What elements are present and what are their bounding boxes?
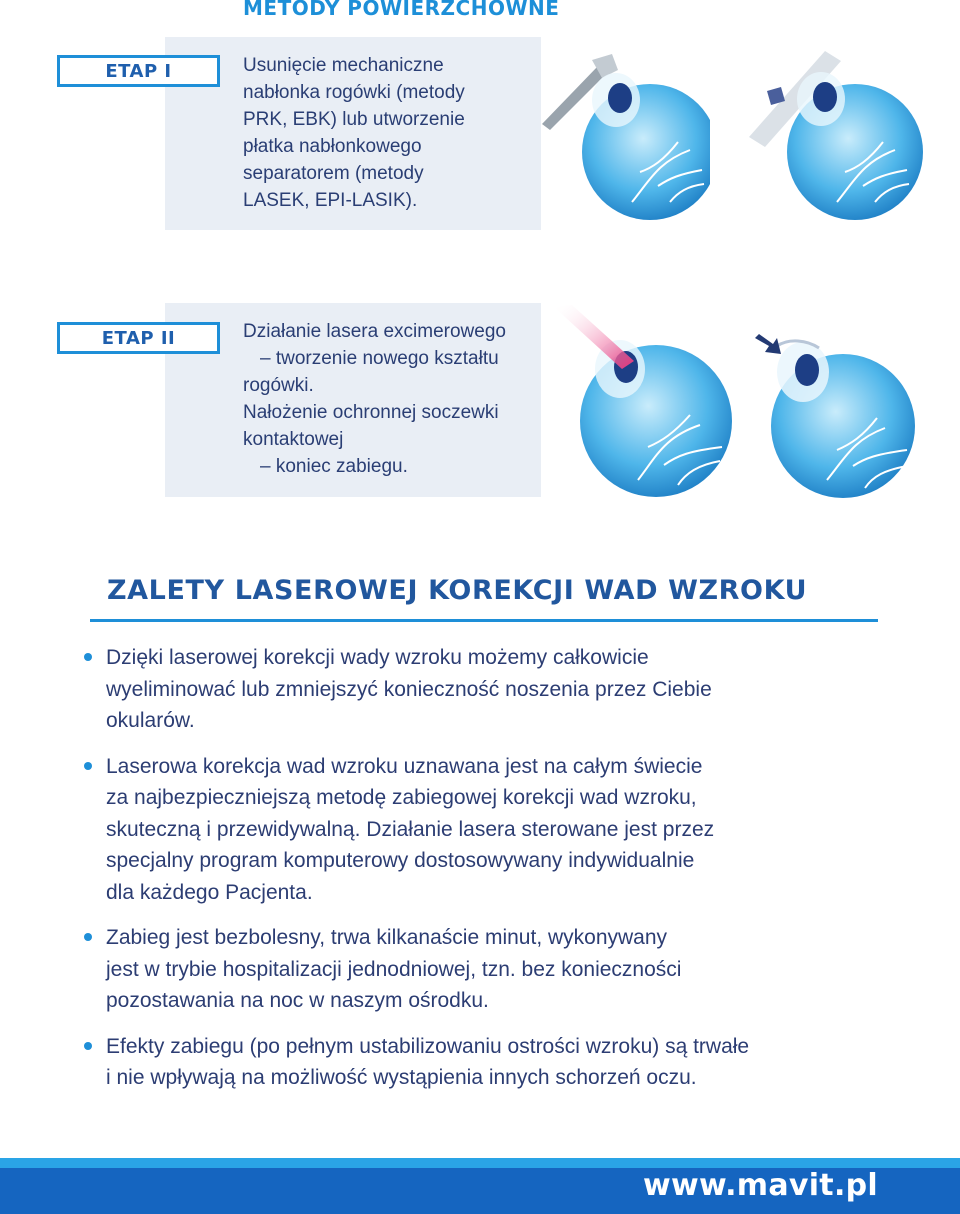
list-item-line: Dzięki laserowej korekcji wady wzroku możemy całkowicie: [106, 646, 649, 669]
stage-1-line: PRK, EBK) lub utworzenie: [243, 109, 465, 130]
advantages-title: ZALETY LASEROWEJ KOREKCJI WAD WZROKU: [107, 575, 808, 606]
list-item: [80, 922, 900, 1017]
stage-2-line: Działanie lasera excimerowego: [243, 321, 506, 342]
stage-1-line: separatorem (metody: [243, 163, 424, 184]
stage-2-description: [243, 318, 506, 480]
list-item-line: jest w trybie hospitalizacji jednodniowej, tzn. bez konieczności: [106, 957, 682, 981]
list-item-line: i nie wpływają na możliwość wystąpienia innych schorzeń oczu.: [106, 1066, 697, 1089]
list-item-line: specjalny program komputerowy dostosowywany indywidualnie: [106, 849, 695, 872]
stage-2-line: – koniec zabiegu.: [260, 456, 408, 477]
eye-laser-illustration: [552, 305, 732, 505]
bullet-icon: [84, 762, 92, 770]
advantages-list: [80, 642, 900, 1108]
stage-1-description: [243, 52, 465, 214]
stage-1-line: Usunięcie mechaniczne: [243, 55, 444, 76]
list-item-line: Zabieg jest bezbolesny, trwa kilkanaście minut, wykonywany: [106, 926, 668, 949]
stage-2-line: rogówki.: [243, 375, 314, 396]
list-item: [80, 751, 900, 909]
website-link[interactable]: www.mavit.pl: [642, 1168, 878, 1203]
list-item-line: Efekty zabiegu (po pełnym ustabilizowaniu ostrości wzroku) są trwałe: [106, 1034, 750, 1058]
stage-1-line: nabłonka rogówki (metody: [243, 82, 465, 103]
title-divider: [90, 619, 878, 622]
stage-1-label: ETAP I: [57, 55, 220, 87]
eye-scraper-illustration: [540, 52, 710, 224]
list-item-line: wyeliminować lub zmniejszyć konieczność noszenia przez Ciebie: [106, 677, 712, 701]
list-item-line: pozostawania na noc w naszym ośrodku.: [106, 989, 489, 1012]
stage-1-line: LASEK, EPI-LASIK).: [243, 190, 418, 211]
stage-1-line: płatka nabłonkowego: [243, 136, 422, 157]
stage-2-line: – tworzenie nowego kształtu: [260, 348, 499, 369]
stage-2-line: Nałożenie ochronnej soczewki: [243, 402, 499, 423]
bullet-icon: [84, 933, 92, 941]
bullet-icon: [84, 1042, 92, 1050]
methods-title: METODY POWIERZCHOWNE: [243, 0, 560, 20]
list-item-line: dla każdego Pacjenta.: [106, 880, 313, 904]
list-item-line: okularów.: [106, 709, 195, 732]
list-item: [80, 642, 900, 737]
footer-stripe: [0, 1158, 960, 1168]
eye-separator-illustration: [745, 47, 925, 227]
list-item: [80, 1031, 900, 1094]
stage-2-line: kontaktowej: [243, 429, 344, 450]
list-item-line: za najbezpieczniejszą metodę zabiegowej korekcji wad wzroku,: [106, 786, 697, 809]
stage-2-label: ETAP II: [57, 322, 220, 354]
list-item-line: skuteczną i przewidywalną. Działanie lasera sterowane jest przez: [106, 817, 715, 841]
eye-contact-lens-illustration: [755, 330, 920, 510]
list-item-line: Laserowa korekcja wad wzroku uznawana jest na całym świecie: [106, 754, 703, 778]
bullet-icon: [84, 653, 92, 661]
